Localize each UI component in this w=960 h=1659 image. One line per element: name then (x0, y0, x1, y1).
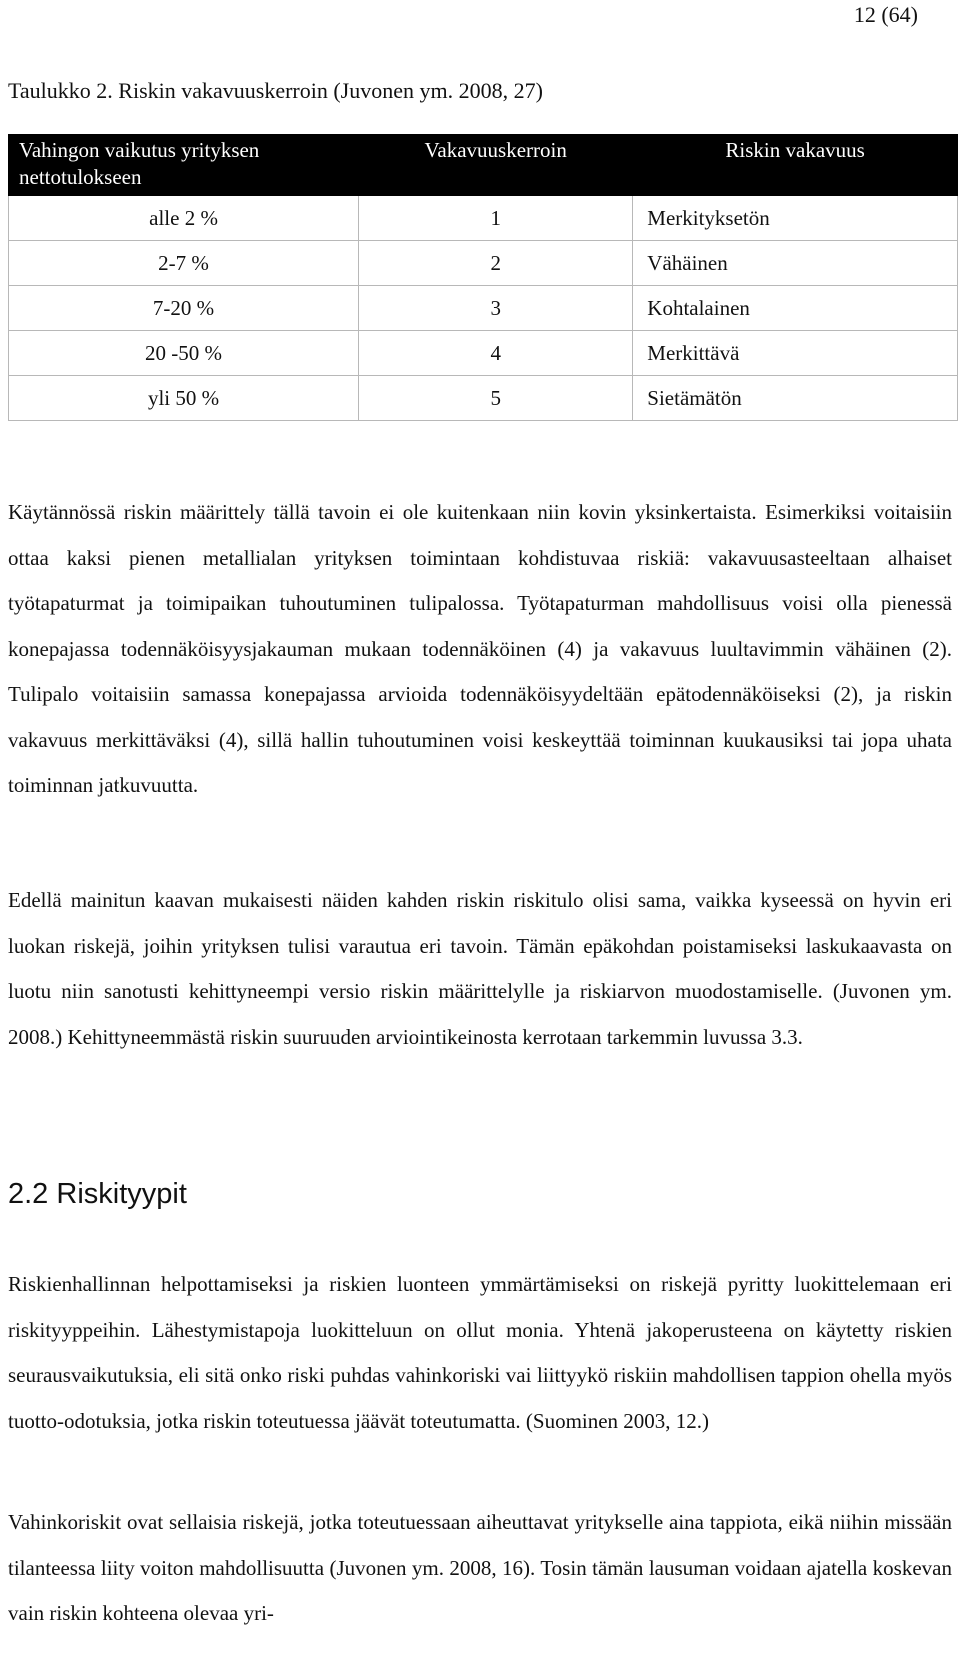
table-cell-impact: alle 2 % (9, 196, 359, 241)
table-row (9, 196, 958, 241)
table-row (9, 376, 958, 421)
table-caption: Taulukko 2. Riskin vakavuuskerroin (Juvonen ym. 2008, 27) (8, 78, 543, 103)
table-cell-severity: Kohtalainen (633, 286, 958, 331)
table-row (9, 241, 958, 286)
table-row (9, 331, 958, 376)
table-header-coefficient: Vakavuuskerroin (359, 135, 633, 196)
table-cell-impact: 7-20 % (9, 286, 359, 331)
table-cell-severity: Merkittävä (633, 331, 958, 376)
table-cell-coefficient: 2 (359, 241, 633, 286)
table-header-row (9, 135, 958, 196)
table-cell-impact: 2-7 % (9, 241, 359, 286)
paragraph-risk-types: Riskienhallinnan helpottamiseksi ja riskien luonteen ymmärtämiseksi on riskejä pyritty luokittelemaan eri riskityyppeihin. Lähestymistapoja luokitteluun on ollut monia. Yhtenä jakoperusteena on käytetty riskien seurausvaikutuksia, eli sitä onko riski puhdas vahinkoriski vai liittyykö riskiin mahdollisen tappion ohella myös tuotto-odotuksia, jotka riskin toteutuessa jäävät toteutumatta. (Suominen 2003, 12.) (8, 1272, 952, 1433)
table-cell-coefficient: 3 (359, 286, 633, 331)
table-cell-coefficient: 5 (359, 376, 633, 421)
page-number: 12 (64) (853, 2, 918, 27)
table-cell-severity: Vähäinen (633, 241, 958, 286)
table-cell-impact: 20 -50 % (9, 331, 359, 376)
table-cell-severity: Sietämätön (633, 376, 958, 421)
table-header-impact: Vahingon vaikutus yrityksen nettotulokseen (9, 135, 359, 196)
table-header-severity: Riskin vakavuus (633, 135, 958, 196)
table-cell-impact: yli 50 % (9, 376, 359, 421)
paragraph-risk-definition: Käytännössä riskin määrittely tällä tavoin ei ole kuitenkaan niin kovin yksinkertaista. Esimerkiksi voitaisiin ottaa kaksi pienen metallialan yrityksen toimintaan kohdistuvaa riskiä: vakavuusasteeltaan alhaiset työtapaturmat ja toimipaikan tuhoutuminen tulipalossa. Työtapaturman mahdollisuus voisi olla pienessä konepajassa todennäköisyysjakauman mukaan todennäköinen (4) ja vakavuus luultavimmin vähäinen (2). Tulipalo voitaisiin samassa konepajassa arvioida todennäköisyydeltään epätodennäköiseksi (2), ja riskin vakavuus merkittäväksi (4), sillä hallin tuhoutuminen voisi keskeyttää toiminnan kuukausiksi tai jopa uhata toiminnan jatkuvuutta. (8, 500, 952, 797)
table-cell-coefficient: 1 (359, 196, 633, 241)
table-cell-severity: Merkityksetön (633, 196, 958, 241)
section-heading: 2.2 Riskityypit (8, 1178, 187, 1210)
table-row (9, 286, 958, 331)
table-cell-coefficient: 4 (359, 331, 633, 376)
paragraph-risk-formula: Edellä mainitun kaavan mukaisesti näiden kahden riskin riskitulo olisi sama, vaikka kyseessä on hyvin eri luokan riskejä, joihin yrityksen tulisi varautua eri tavoin. Tämän epäkohdan poistamiseksi laskukaavasta on luotu niin sanotusti kehittyneempi versio riskin määrittelylle ja riskiarvon muodostamiselle. (Juvonen ym. 2008.) Kehittyneemmästä riskin suuruuden arviointikeinosta kerrotaan tarkemmin luvussa 3.3. (8, 888, 952, 1049)
paragraph-damage-risks: Vahinkoriskit ovat sellaisia riskejä, jotka toteutuessaan aiheuttavat yritykselle aina tappiota, eikä niihin missään tilanteessa liity voiton mahdollisuutta (Juvonen ym. 2008, 16). Tosin tämän lausuman voidaan ajatella koskevan vain riskin kohteena olevaa yri- (8, 1510, 952, 1625)
risk-severity-table (8, 134, 958, 421)
